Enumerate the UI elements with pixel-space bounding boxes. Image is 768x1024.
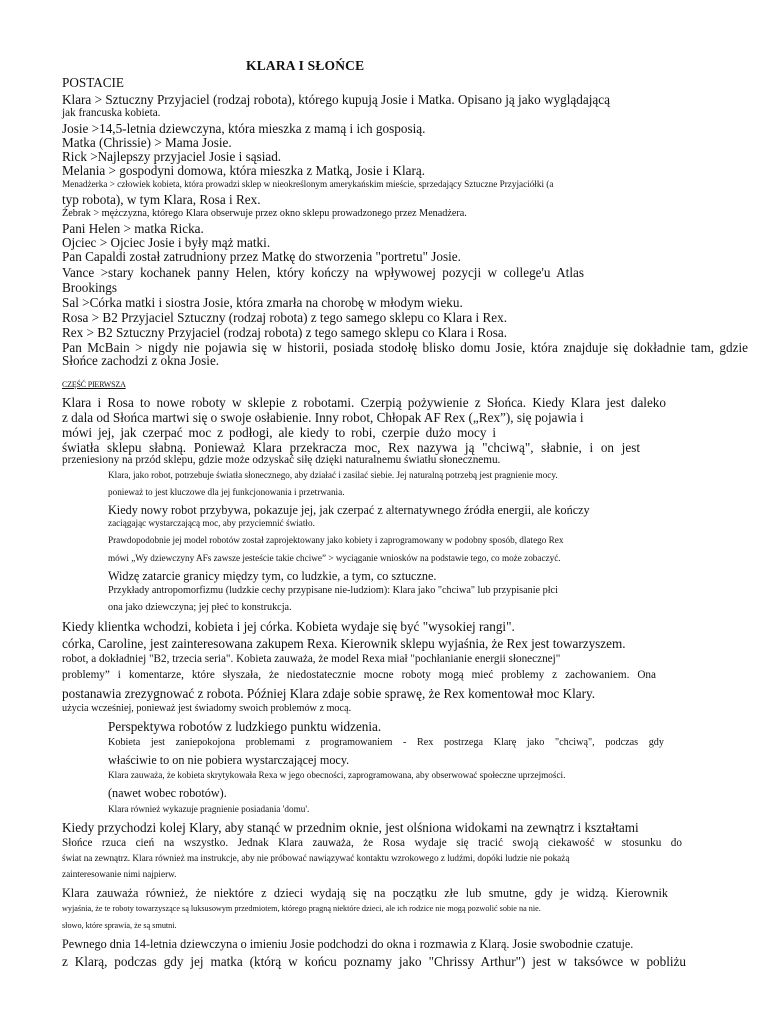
text-line: mówi „Wy dziewczyny AFs zawsze jesteście takie chciwe” > wyciąganie wniosków na podstawie tego, co może zobaczyć.: [108, 553, 561, 563]
character-line: Sal >Córka matki i siostra Josie, która zmarła na chorobę w młodym wieku.: [62, 295, 463, 310]
character-line: Melania > gospodyni domowa, która mieszka z Matką, Josie i Klarą.: [62, 163, 426, 178]
text-line: Widzę zatarcie granicy między tym, co ludzkie, a tym, co sztuczne.: [108, 569, 437, 583]
text-line: ponieważ to jest kluczowe dla jej funkcjonowania i przetrwania.: [108, 487, 345, 497]
part-one-heading: CZĘŚĆ PIERWSZA: [62, 380, 126, 389]
text-line: zainteresowanie nimi najpierw.: [62, 869, 177, 879]
text-line: Przykłady antropomorfizmu (ludzkie cechy przypisane nie-ludziom): Klara jako "chciwa" lub przypisanie płci: [108, 585, 558, 596]
text-line: Kobieta jest zaniepokojona problemami z programowaniem - Rex postrzega Klarę jako "chciwą", podczas gdy: [108, 737, 664, 748]
text-line: Pewnego dnia 14-letnia dziewczyna o imieniu Josie podchodzi do okna i rozmawia z Klarą. Josie swobodnie czatuje.: [62, 937, 634, 951]
text-line: córka, Caroline, jest zainteresowana zakupem Rexa. Kierownik sklepu wyjaśnia, że Rex jest towarzyszem.: [62, 636, 626, 651]
text-line: Kiedy przychodzi kolej Klary, aby stanąć w przednim oknie, jest olśniona widokami na zewnątrz i kształtami: [62, 820, 639, 835]
character-line: Rex > B2 Sztuczny Przyjaciel (rodzaj robota) z tego samego sklepu co Klara i Rosa.: [62, 325, 508, 340]
text-line: użycia wcześniej, ponieważ jest świadomy swoich problemów z mocą.: [62, 703, 352, 714]
character-line: Matka (Chrissie) > Mama Josie.: [62, 135, 232, 150]
character-line: Pan McBain > nigdy nie pojawia się w historii, posiada stodołę blisko domu Josie, która znajduje się dokładnie tam, gdzie: [62, 340, 748, 355]
character-line: Pan Capaldi został zatrudniony przez Matkę do stworzenia "portretu" Josie.: [62, 249, 461, 264]
character-line: Rosa > B2 Przyjaciel Sztuczny (rodzaj robota) z tego samego sklepu co Klara i Rex.: [62, 310, 508, 325]
character-line: Menadżerka > człowiek kobieta, która prowadzi sklep w nieokreślonym amerykańskim mieście, sprzedający Sztuczne Przyjaciółki (a: [62, 179, 554, 189]
text-line: światła sklepu słabną. Ponieważ Klara przekracza moc, Rex nazywa ją "chciwą", słabnie, i on jest: [62, 440, 640, 455]
character-line: typ robota), w tym Klara, Rosa i Rex.: [62, 192, 261, 207]
text-line: właściwie to on nie pobiera wystarczającej mocy.: [108, 753, 350, 767]
text-line: z dala od Słońca martwi się o swoje osłabienie. Inny robot, Chłopak AF Rex („Rex”), się pojawia i: [62, 410, 584, 425]
text-line: Kiedy nowy robot przybywa, pokazuje jej, jak czerpać z alternatywnego źródła energii, ale kończy: [108, 503, 590, 517]
text-line: Perspektywa robotów z ludzkiego punktu widzenia.: [108, 719, 382, 734]
text-line: postanawia zrezygnować z robota. Później Klara zdaje sobie sprawę, że Rex komentował moc Klary.: [62, 686, 596, 701]
character-line: Ojciec > Ojciec Josie i były mąż matki.: [62, 235, 271, 250]
text-line: Klara również wykazuje pragnienie posiadania 'domu'.: [108, 804, 310, 814]
text-line: (nawet wobec robotów).: [108, 786, 227, 800]
character-line: Żebrak > mężczyzna, którego Klara obserwuje przez okno sklepu prowadzonego przez Menadżera.: [62, 208, 467, 219]
characters-heading: POSTACIE: [62, 75, 124, 90]
text-line: Słońce rzuca cień na wszystko. Jednak Klara zauważa, że Rosa wydaje się tracić swoją ciekawość w stosunku do: [62, 837, 682, 849]
text-line: ona jako dziewczyna; jej płeć to konstrukcja.: [108, 602, 292, 613]
text-line: Klara zauważa również, że niektóre z dzieci wydają się na początku złe lub smutne, gdy je widzą. Kierownik: [62, 886, 668, 900]
text-line: Klara, jako robot, potrzebuje światła słonecznego, aby działać i zasilać siebie. Jej naturalną potrzebą jest pragnienie mocy.: [108, 470, 558, 480]
document-title: KLARA I SŁOŃCE: [246, 58, 365, 73]
text-line: słowo, które sprawia, że są smutni.: [62, 921, 177, 930]
text-line: z Klarą, podczas gdy jej matka (którą w końcu poznamy jako "Chrissy Arthur") jest w taksówce w pobliżu: [62, 954, 686, 969]
text-line: Kiedy klientka wchodzi, kobieta i jej córka. Kobieta wydaje się być "wysokiej rangi".: [62, 619, 515, 634]
text-line: zaciągając wystarczającą moc, aby przyciemnić światło.: [108, 518, 315, 528]
character-line: Vance >stary kochanek panny Helen, który kończy na wpływowej pozycji w college'u Atlas: [62, 265, 584, 280]
text-line: przeniesiony na przód sklepu, gdzie może odzyskać siłę dzięki naturalnemu światłu słonecznemu.: [62, 454, 501, 466]
text-line: świat na zewnątrz. Klara również ma instrukcje, aby nie próbować nawiązywać kontaktu wzrokowego z ludźmi, dopóki ludzie nie pokażą: [62, 853, 570, 863]
text-line: Prawdopodobnie jej model robotów został zaprojektowany jako kobiety i zaprogramowany w podobny sposób, dlatego Rex: [108, 535, 564, 545]
text-line: problemy” i komentarze, które słyszała, że niedostatecznie mocne roboty mogą mieć problemy z zachowaniem. Ona: [62, 669, 656, 681]
character-line: Słońce zachodzi z okna Josie.: [62, 353, 220, 368]
character-line: Brookings: [62, 280, 117, 295]
character-line: Pani Helen > matka Ricka.: [62, 221, 204, 236]
character-line: jak francuska kobieta.: [62, 107, 161, 119]
character-line: Josie >14,5-letnia dziewczyna, która mieszka z mamą i ich gosposią.: [62, 121, 426, 136]
text-line: wyjaśnia, że te roboty towarzyszące są luksusowym przedmiotem, którego pragną niektóre dzieci, ale ich rodzice nie mogą pozwolić sobie na nie.: [62, 904, 541, 913]
text-line: Klara i Rosa to nowe roboty w sklepie z robotami. Czerpią pożywienie z Słońca. Kiedy Klara jest daleko: [62, 395, 666, 410]
text-line: mówi jej, jak czerpać moc z podłogi, ale kiedy to robi, czerpie dużo mocy i: [62, 425, 496, 440]
text-line: robot, a dokładniej "B2, trzecia seria". Kobieta zauważa, że model Rexa miał "pochłanianie energii słonecznej": [62, 653, 561, 665]
text-line: Klara zauważa, że kobieta skrytykowała Rexa w jego obecności, zaprogramowana, aby obserwować społeczne uprzejmości.: [108, 770, 566, 780]
character-line: Klara > Sztuczny Przyjaciel (rodzaj robota), którego kupują Josie i Matka. Opisano ją jako wyglądającą: [62, 92, 610, 107]
character-line: Rick >Najlepszy przyjaciel Josie i sąsiad.: [62, 149, 282, 164]
